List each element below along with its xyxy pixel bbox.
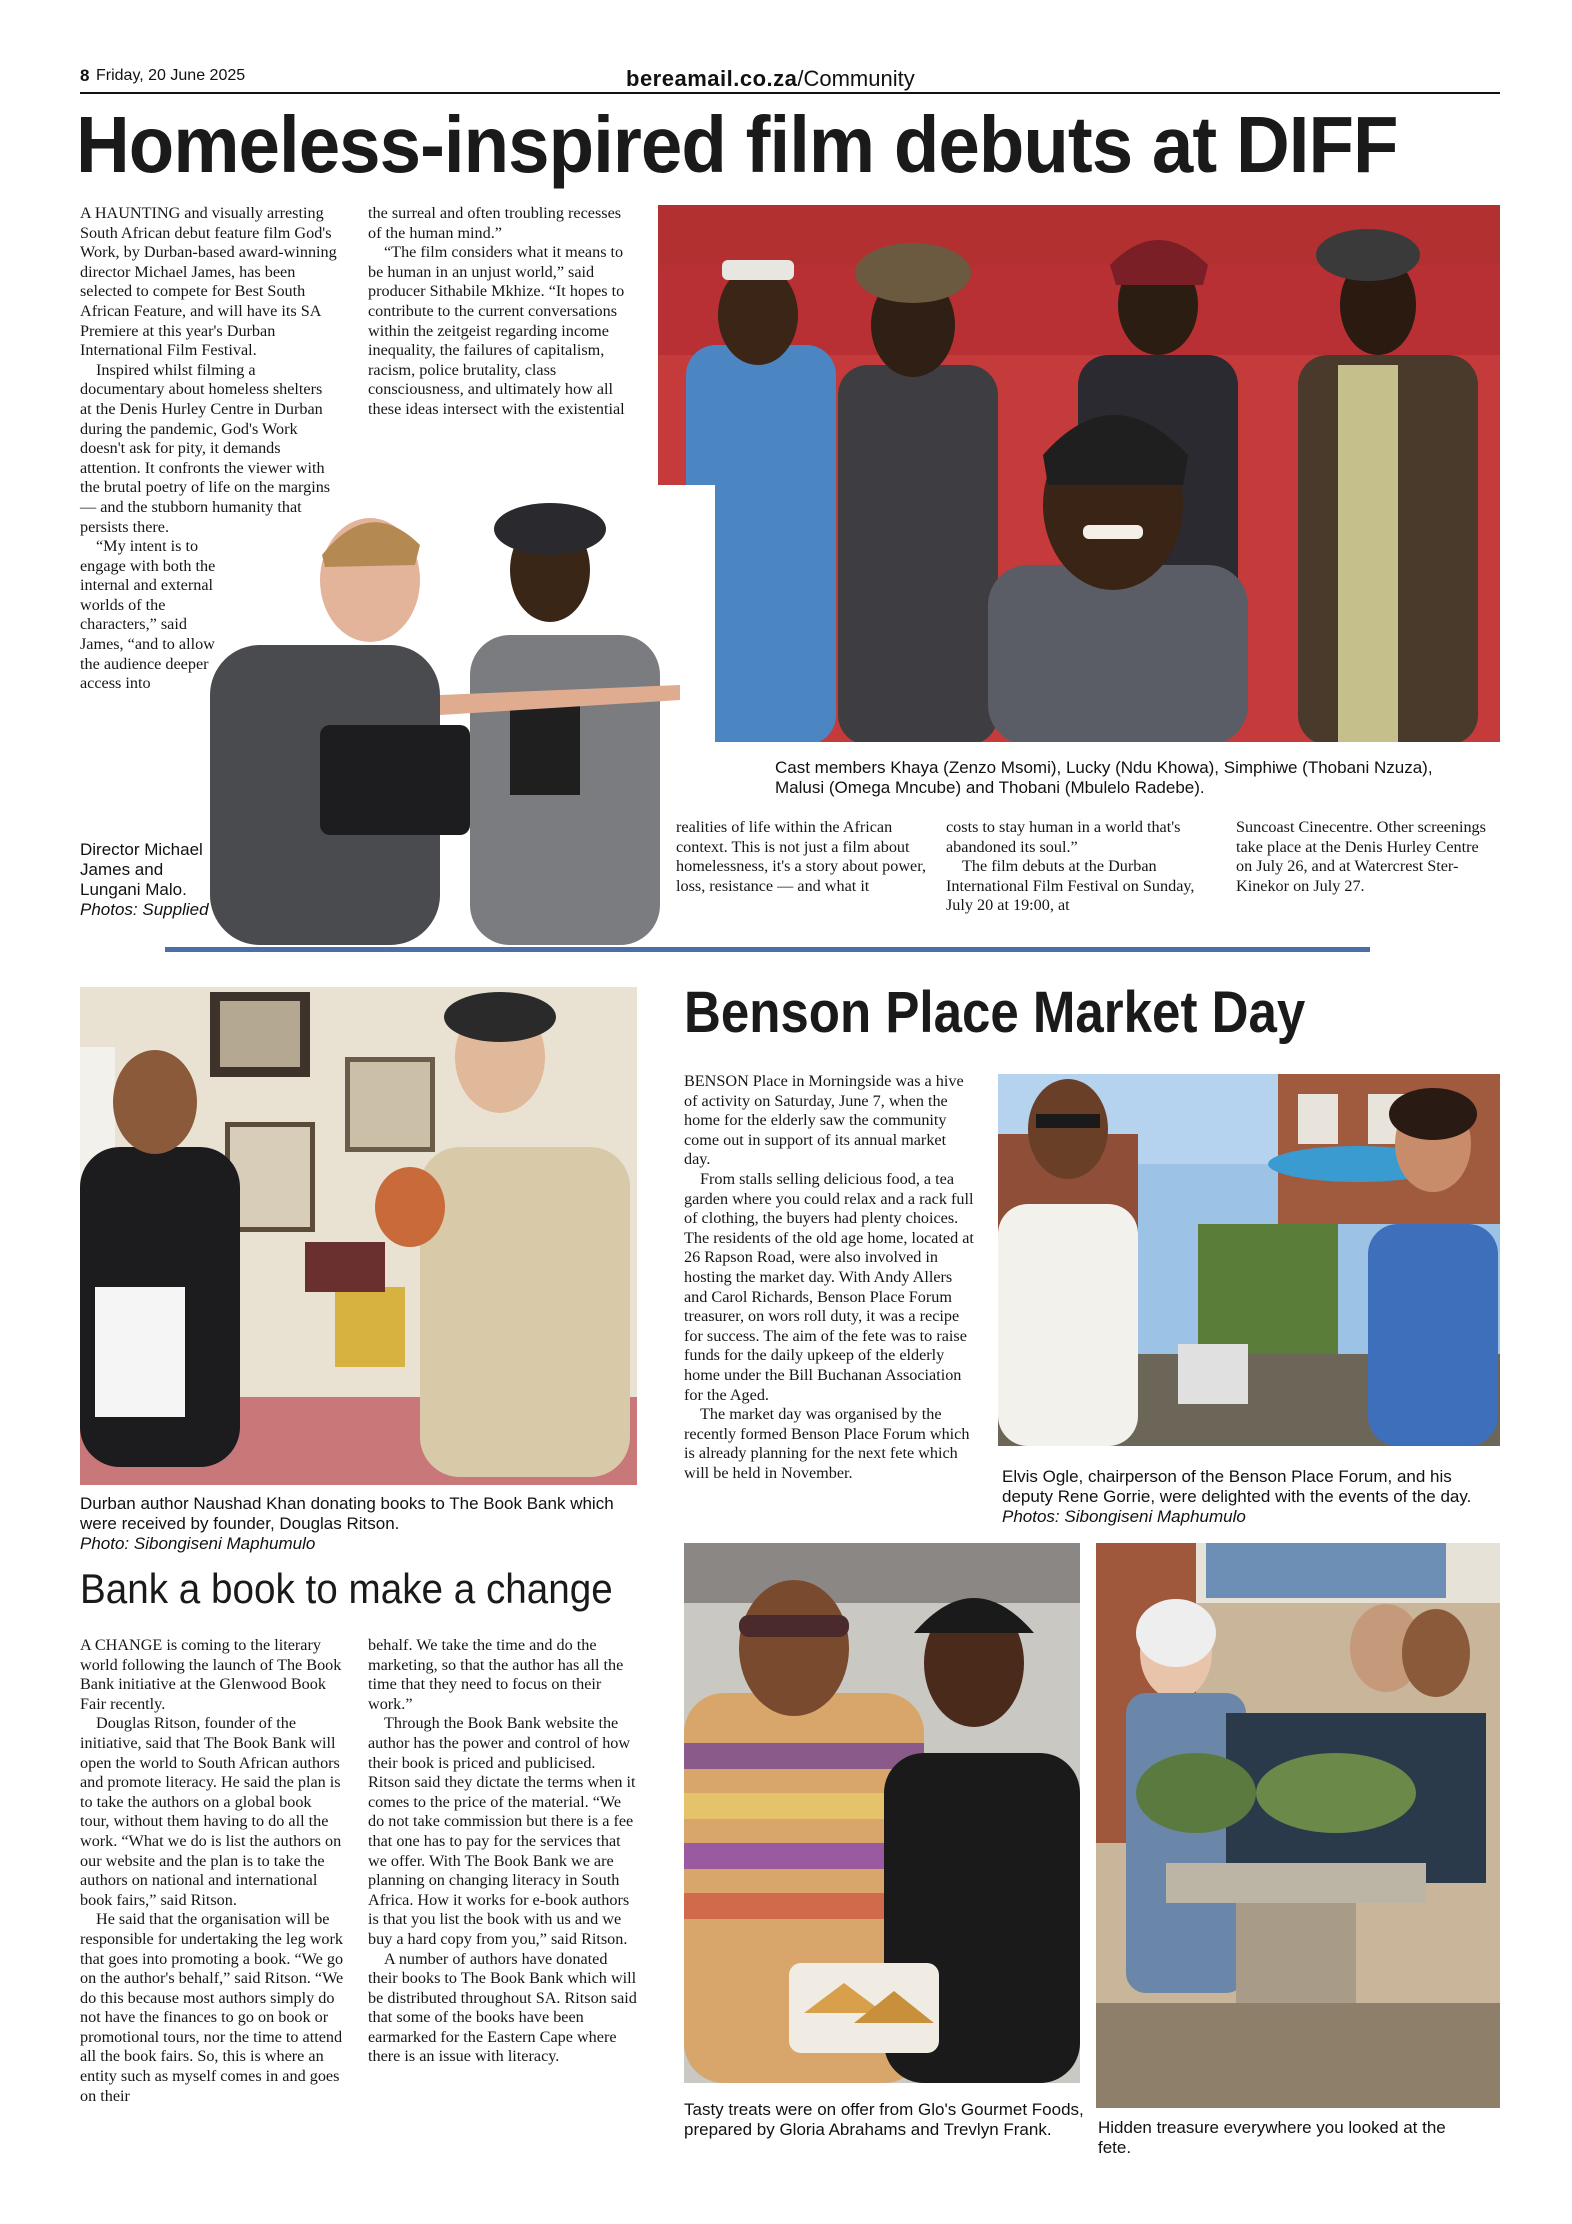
story3-col1 <box>80 1636 344 2106</box>
book-bank-photo <box>80 987 637 1485</box>
story1-col4 <box>946 818 1196 916</box>
story3-col2-p3: A number of authors have donated their books to The Book Bank which will be distributed throughout SA. Ritson said that some of the books have been earmarked for the Eastern Cape where there is an issue with literacy. <box>368 1949 637 2066</box>
header-rule <box>80 92 1500 94</box>
story2-p2: From stalls selling delicious food, a tea garden where you could relax and a rack full of clothing, the buyers had plenty choices. The residents of the old age home, located at 26 Rapson Road, were also involved in hosting the market day. With Andy Allers and Carol Richards, Benson Place Forum treasurer, on wors roll duty, it was a recipe for success. The aim of the fete was to raise funds for the daily upkeep of the elderly home under the Bill Buchanan Association for the Aged. <box>684 1169 974 1404</box>
caption-elvis-block <box>1002 1467 1502 1527</box>
story3-col2-p1: behalf. We take the time and do the marketing, so that the author has all the time that they need to focus on their work.” <box>368 1636 624 1713</box>
food-photo <box>684 1543 1080 2083</box>
story1-col4-p1: costs to stay human in a world that's abandoned its soul.” <box>946 818 1181 856</box>
story2-body <box>684 1072 974 1483</box>
caption-treasure: Hidden treasure everywhere you looked at the fete. <box>1098 2118 1446 2157</box>
story1-col1-p1: A HAUNTING and visually arresting South African debut feature film God's Work, by Durban-based award-winning director Michael James, has been selected to compete for Best South African Feature, and will have its SA Premiere at this year's Durban International Film Festival. <box>80 204 337 360</box>
treasure-photo <box>1096 1543 1500 2108</box>
story2-p1: BENSON Place in Morningside was a hive of activity on Saturday, June 7, when the home for the elderly saw the community come out in support of its annual market day. <box>684 1072 964 1169</box>
site-name: bereamail.co.za <box>626 66 798 91</box>
page-date: Friday, 20 June 2025 <box>96 67 246 84</box>
section-rule <box>165 947 1370 952</box>
story1-col1-p3: “My intent is to engage with both the internal and external worlds of the characters,” said James, “and to allow the audience deeper access into <box>80 537 216 693</box>
caption-director: Director Michael James and Lungani Malo. <box>80 840 203 899</box>
story3-col2-p2: Through the Book Bank website the author has the power and control of how their book is priced and publicised. Ritson said they dictate the terms when it comes to the price of the material. “We do not take commission but there is a fee that one has to pay for the services that we offer. With The Book Bank we are planning on changing literacy in South Africa. How it works for e-book authors is that you list the book with us and we buy a hard copy from you,” said Ritson. <box>368 1714 636 1948</box>
story3-col1-p1: A CHANGE is coming to the literary world following the launch of The Book Bank initiative at the Glenwood Book Fair recently. <box>80 1636 342 1713</box>
caption-elvis: Elvis Ogle, chairperson of the Benson Place Forum, and his deputy Rene Gorrie, were delighted with the events of the day. <box>1002 1467 1472 1506</box>
section-name: /Community <box>797 66 915 91</box>
caption-books-block <box>80 1494 640 1554</box>
story2-p3: The market day was organised by the recently formed Benson Place Forum which is already planning for the next fete which will be held in November. <box>684 1405 970 1482</box>
story3-headline: Bank a book to make a change <box>80 1565 613 1612</box>
story3-col2 <box>368 1636 640 2067</box>
story1-col5 <box>1236 818 1492 896</box>
caption-elvis-credit: Photos: Sibongiseni Maphumulo <box>1002 1507 1246 1526</box>
cast-photo <box>658 205 1500 742</box>
page-header <box>80 64 1500 94</box>
page-number: 8 <box>80 66 90 85</box>
story1-col1-p2: Inspired whilst filming a documentary about homeless shelters at the Denis Hurley Centre in Durban during the pandemic, God's Work doesn't ask for pity, it demands attention. It confronts the viewer with the brutal poetry of life on the margins — and the stubborn humanity that persists there. <box>80 360 331 536</box>
story1-col2-p2: “The film considers what it means to be human in an unjust world,” said producer Sithabile Mkhize. “It hopes to contribute to the current conversations within the zeitgeist regarding income inequality, the failures of capitalism, racism, police brutality, class consciousness, and ultimately how all these ideas intersect with the existential <box>368 243 625 418</box>
caption-director-block <box>80 840 220 920</box>
story1-col2-p1: the surreal and often troubling recesses of the human mind.” <box>368 204 622 242</box>
caption-books-credit: Photo: Sibongiseni Maphumulo <box>80 1534 316 1553</box>
story1-col1 <box>80 204 338 694</box>
story3-col1-p3: He said that the organisation will be responsible for undertaking the leg work that goes into promoting a book. “We go on the author's behalf,” said Ritson. “We do this because most authors simply do not have the finances to go on book or promotional tours, nor the time to attend all the book fairs. So, this is where an entity such as myself comes in and goes on their <box>80 1910 344 2105</box>
caption-books: Durban author Naushad Khan donating books to The Book Bank which were received by founder, Douglas Ritson. <box>80 1494 614 1533</box>
story2-headline: Benson Place Market Day <box>684 980 1306 1045</box>
caption-director-credit: Photos: Supplied <box>80 900 209 919</box>
caption-cast: Cast members Khaya (Zenzo Msomi), Lucky (Ndu Khowa), Simphiwe (Thobani Nzuza), Malusi (Omega Mncube) and Thobani (Mbulelo Radebe). <box>775 758 1433 797</box>
story1-col2 <box>368 204 638 420</box>
story1-col3-p1: realities of life within the African context. This is not just a film about homelessness, it's a story about power, loss, resistance — and what it <box>676 818 926 895</box>
story1-col4-p2: The film debuts at the Durban International Film Festival on Sunday, July 20 at 19:00, at <box>946 857 1195 915</box>
story1-col5-p1: Suncoast Cinecentre. Other screenings take place at the Denis Hurley Centre on July 26, and at Watercrest Ster-Kinekor on July 27. <box>1236 818 1486 895</box>
story3-col1-p2: Douglas Ritson, founder of the initiative, said that The Book Bank will open the world to South African authors and promote literacy. He said the plan is to take the authors on a global book tour, without them having to do all the work. “What we do is list the authors on our website and the plan is to take the authors on national and international book fairs,” said Ritson. <box>80 1714 342 1909</box>
story1-col3 <box>676 818 926 896</box>
story1-headline: Homeless-inspired film debuts at DIFF <box>76 100 1398 189</box>
elvis-photo <box>998 1074 1500 1446</box>
caption-food: Tasty treats were on offer from Glo's Gourmet Foods, prepared by Gloria Abrahams and Trevlyn Frank. <box>684 2100 1084 2139</box>
